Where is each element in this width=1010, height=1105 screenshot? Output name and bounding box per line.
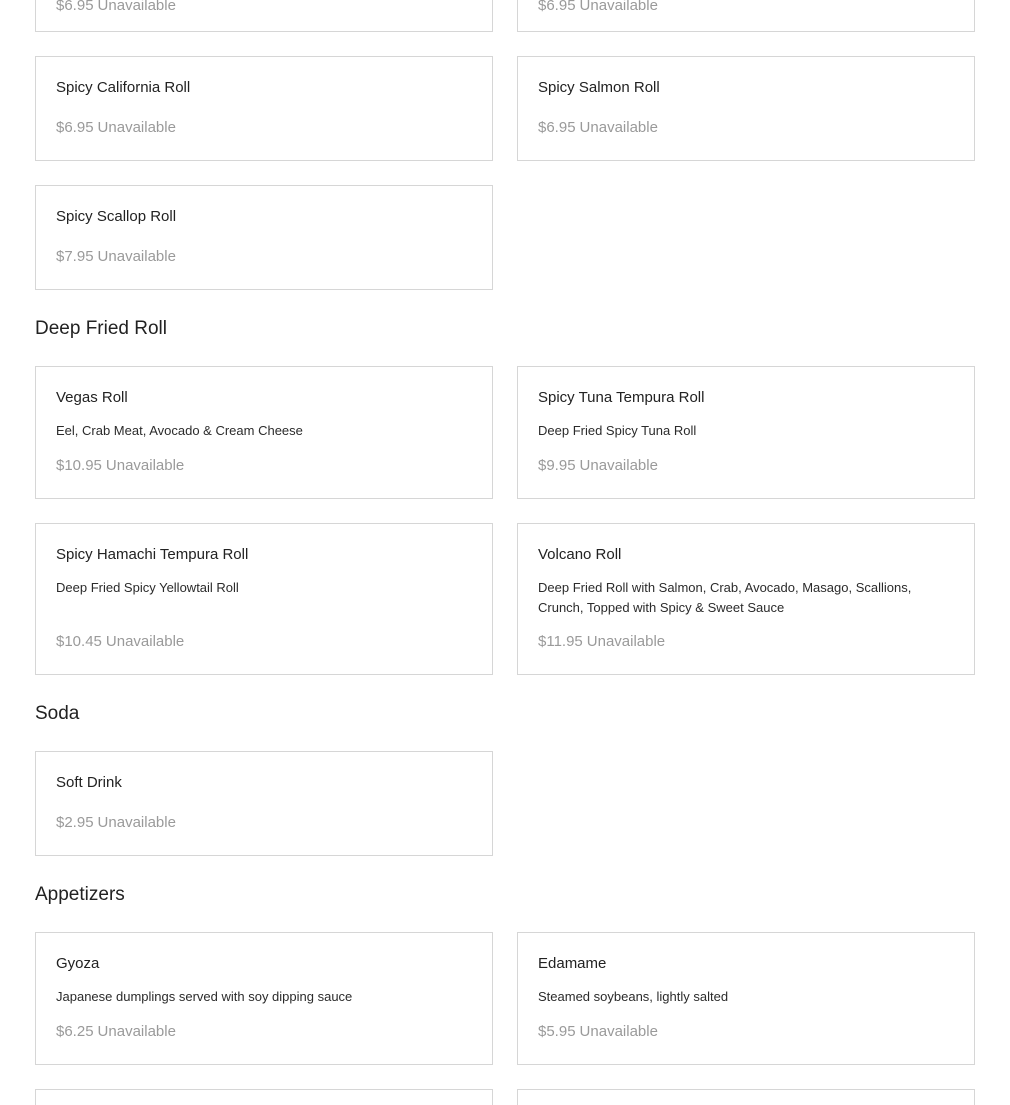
menu-item-card[interactable]	[517, 366, 975, 499]
menu-item-card[interactable]	[35, 185, 493, 290]
item-status: Unavailable	[105, 457, 185, 474]
item-description: Deep Fried Spicy Tuna Roll	[538, 423, 697, 438]
item-name: Spicy California Roll	[56, 79, 191, 96]
item-price-row	[56, 119, 176, 136]
section-title-deep-fried-roll: Deep Fried Roll	[35, 318, 167, 339]
item-price-row	[538, 1023, 658, 1040]
item-name: Spicy Salmon Roll	[538, 79, 660, 96]
item-description: Deep Fried Spicy Yellowtail Roll	[56, 580, 239, 595]
menu-item-card[interactable]	[35, 56, 493, 161]
item-price: $6.95	[538, 119, 576, 136]
item-status: Unavailable	[579, 0, 658, 14]
item-price: $6.95	[56, 0, 94, 14]
item-name: Spicy Scallop Roll	[56, 208, 177, 225]
item-status: Unavailable	[97, 248, 176, 265]
menu-item-card[interactable]	[35, 932, 493, 1065]
item-status: Unavailable	[97, 814, 176, 831]
item-price: $5.95	[538, 1023, 576, 1040]
item-price: $9.95	[538, 457, 576, 474]
item-price: $10.45	[56, 633, 102, 650]
item-status: Unavailable	[586, 633, 666, 650]
section-title-soda: Soda	[35, 703, 80, 724]
item-description: Japanese dumplings served with soy dipping sauce	[56, 989, 353, 1004]
item-price-row	[538, 457, 658, 474]
item-price-row	[538, 119, 658, 136]
item-price: $6.25	[56, 1023, 94, 1040]
item-price-row	[56, 633, 184, 650]
item-status: Unavailable	[105, 633, 185, 650]
item-status: Unavailable	[579, 1023, 658, 1040]
item-price: $10.95	[56, 457, 102, 474]
item-name: Spicy Hamachi Tempura Roll	[56, 546, 249, 563]
menu-item-card[interactable]	[517, 523, 975, 675]
item-price-row	[538, 633, 665, 650]
menu-item-card[interactable]	[517, 56, 975, 161]
item-price: $6.95	[538, 0, 576, 14]
item-name: Spicy Tuna Tempura Roll	[538, 389, 705, 406]
menu-item-card[interactable]	[35, 366, 493, 499]
item-price-row	[56, 814, 176, 831]
item-price-row	[56, 0, 176, 14]
menu-item-card[interactable]	[35, 751, 493, 856]
item-price: $11.95	[538, 633, 583, 650]
menu-item-card[interactable]	[517, 1089, 975, 1105]
menu-item-card[interactable]	[517, 0, 975, 32]
item-price-row	[56, 248, 176, 265]
item-status: Unavailable	[97, 119, 176, 136]
item-price: $2.95	[56, 814, 94, 831]
item-name: Vegas Roll	[56, 389, 128, 406]
menu-item-card[interactable]	[517, 932, 975, 1065]
item-name: Soft Drink	[56, 774, 122, 791]
item-name: Volcano Roll	[538, 546, 622, 563]
item-price-row	[56, 1023, 176, 1040]
item-price-row	[56, 457, 184, 474]
item-price: $6.95	[56, 119, 94, 136]
item-status: Unavailable	[579, 457, 658, 474]
item-description: Steamed soybeans, lightly salted	[538, 989, 729, 1004]
section-title-appetizers: Appetizers	[35, 884, 125, 905]
item-description: Deep Fried Roll with Salmon, Crab, Avocado, Masago, Scallions, Crunch, Topped with Spicy & Sweet Sauce	[538, 580, 912, 615]
item-status: Unavailable	[97, 0, 176, 14]
item-price-row	[538, 0, 658, 14]
item-price: $7.95	[56, 248, 94, 265]
item-name: Edamame	[538, 955, 607, 972]
item-status: Unavailable	[97, 1023, 176, 1040]
item-status: Unavailable	[579, 119, 658, 136]
item-name: Gyoza	[56, 955, 100, 972]
menu-item-card[interactable]	[35, 1089, 493, 1105]
menu-item-card[interactable]	[35, 0, 493, 32]
menu-item-card[interactable]	[35, 523, 493, 675]
item-description: Eel, Crab Meat, Avocado & Cream Cheese	[56, 423, 303, 438]
